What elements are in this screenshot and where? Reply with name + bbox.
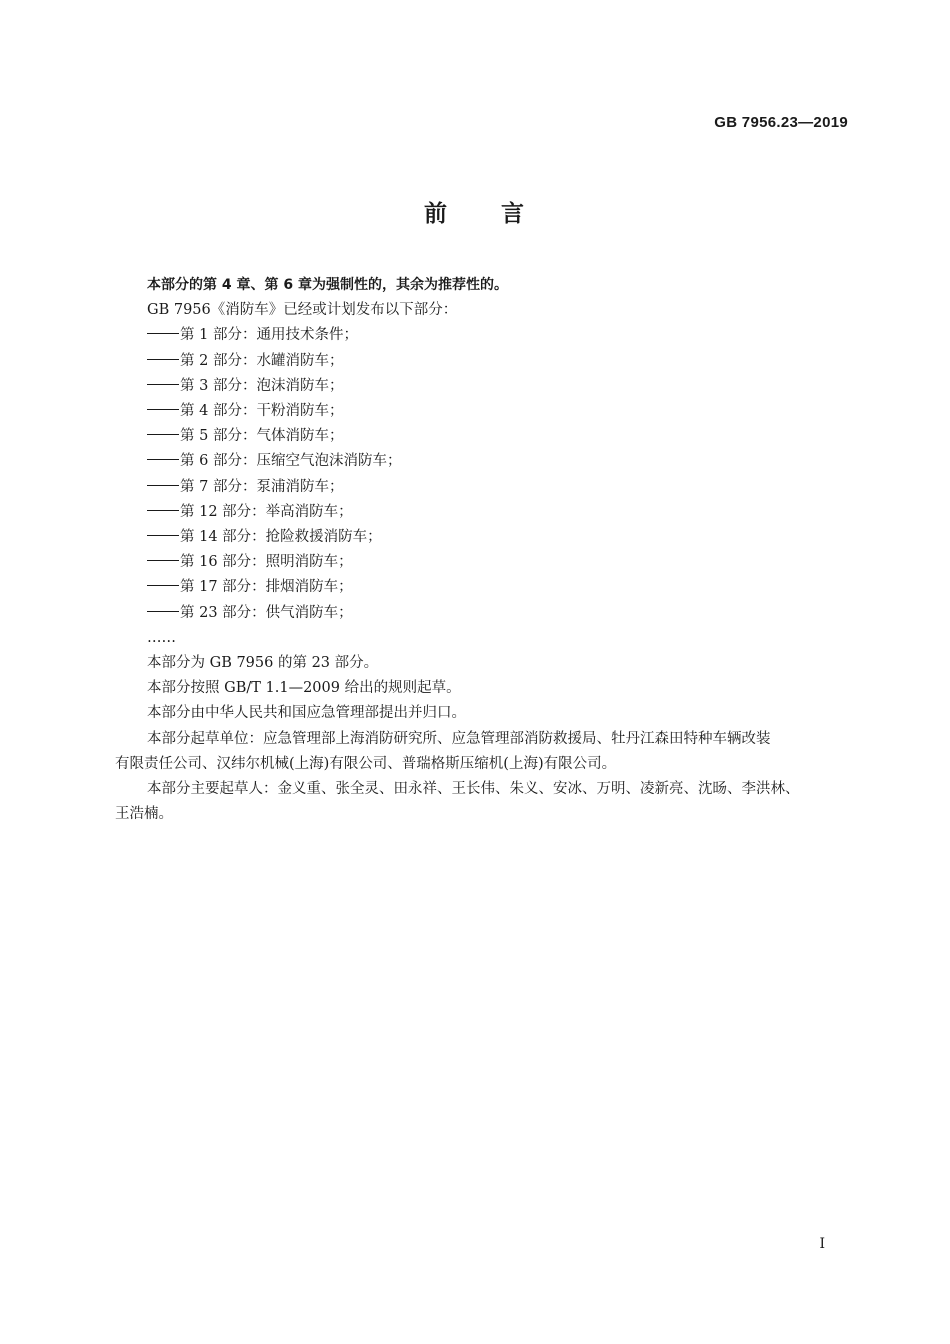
dash-mark	[147, 585, 179, 586]
list-item	[115, 399, 853, 424]
paragraph-drafters-line1: 本部分主要起草人：金义重、张全灵、田永祥、王长伟、朱义、安冰、万明、凌新亮、沈旸、李洪林、	[147, 781, 800, 798]
paragraph-drafting-units-line1: 本部分起草单位：应急管理部上海消防研究所、应急管理部消防救援局、牡丹江森田特种车辆改装	[147, 730, 771, 747]
part-text: 第 6 部分：压缩空气泡沫消防车；	[180, 453, 402, 470]
dash-mark	[147, 359, 179, 360]
list-item	[115, 349, 853, 374]
paragraph-drafters-line2: 王浩楠。	[115, 806, 173, 823]
list-item	[115, 500, 853, 525]
list-item	[115, 575, 853, 600]
dash-mark	[147, 611, 179, 612]
standard-code: GB 7956.23—2019	[714, 114, 848, 131]
page-title	[0, 195, 950, 228]
list-item	[115, 525, 853, 550]
paragraph-part-number: 本部分为 GB 7956 的第 23 部分。	[147, 655, 379, 672]
list-item	[115, 550, 853, 575]
list-item	[115, 374, 853, 399]
part-text: 第 12 部分：举高消防车；	[180, 503, 353, 520]
page-number: I	[819, 1236, 825, 1252]
list-item	[115, 424, 853, 449]
ellipsis: ……	[147, 629, 176, 646]
part-text: 第 7 部分：泵浦消防车；	[180, 478, 344, 495]
dash-mark	[147, 510, 179, 511]
dash-mark	[147, 384, 179, 385]
series-intro: GB 7956《消防车》已经或计划发布以下部分：	[147, 302, 458, 319]
part-text: 第 17 部分：排烟消防车；	[180, 579, 353, 596]
dash-mark	[147, 409, 179, 410]
part-text: 第 5 部分：气体消防车；	[180, 428, 344, 445]
paragraph-drafting-units-line2: 有限责任公司、汉纬尔机械(上海)有限公司、普瑞格斯压缩机(上海)有限公司。	[115, 755, 617, 772]
dash-mark	[147, 485, 179, 486]
part-text: 第 1 部分：通用技术条件；	[180, 327, 358, 344]
list-item	[115, 449, 853, 474]
list-item	[115, 475, 853, 500]
dash-mark	[147, 434, 179, 435]
mandatory-statement: 本部分的第 4 章、第 6 章为强制性的，其余为推荐性的。	[147, 277, 508, 293]
part-text: 第 2 部分：水罐消防车；	[180, 352, 344, 369]
foreword-body	[115, 273, 853, 827]
dash-mark	[147, 459, 179, 460]
part-text: 第 14 部分：抢险救援消防车；	[180, 529, 382, 546]
part-text: 第 16 部分：照明消防车；	[180, 554, 353, 571]
title-char-left: 前	[424, 201, 449, 227]
title-char-right: 言	[501, 201, 526, 227]
list-item	[115, 323, 853, 348]
part-text: 第 3 部分：泡沫消防车；	[180, 377, 344, 394]
part-text: 第 23 部分：供气消防车；	[180, 604, 353, 621]
paragraph-drafting-rules: 本部分按照 GB/T 1.1—2009 给出的规则起草。	[147, 680, 461, 697]
part-text: 第 4 部分：干粉消防车；	[180, 403, 344, 420]
dash-mark	[147, 535, 179, 536]
dash-mark	[147, 560, 179, 561]
dash-mark	[147, 333, 179, 334]
list-item	[115, 601, 853, 626]
paragraph-proposer: 本部分由中华人民共和国应急管理部提出并归口。	[147, 705, 466, 722]
